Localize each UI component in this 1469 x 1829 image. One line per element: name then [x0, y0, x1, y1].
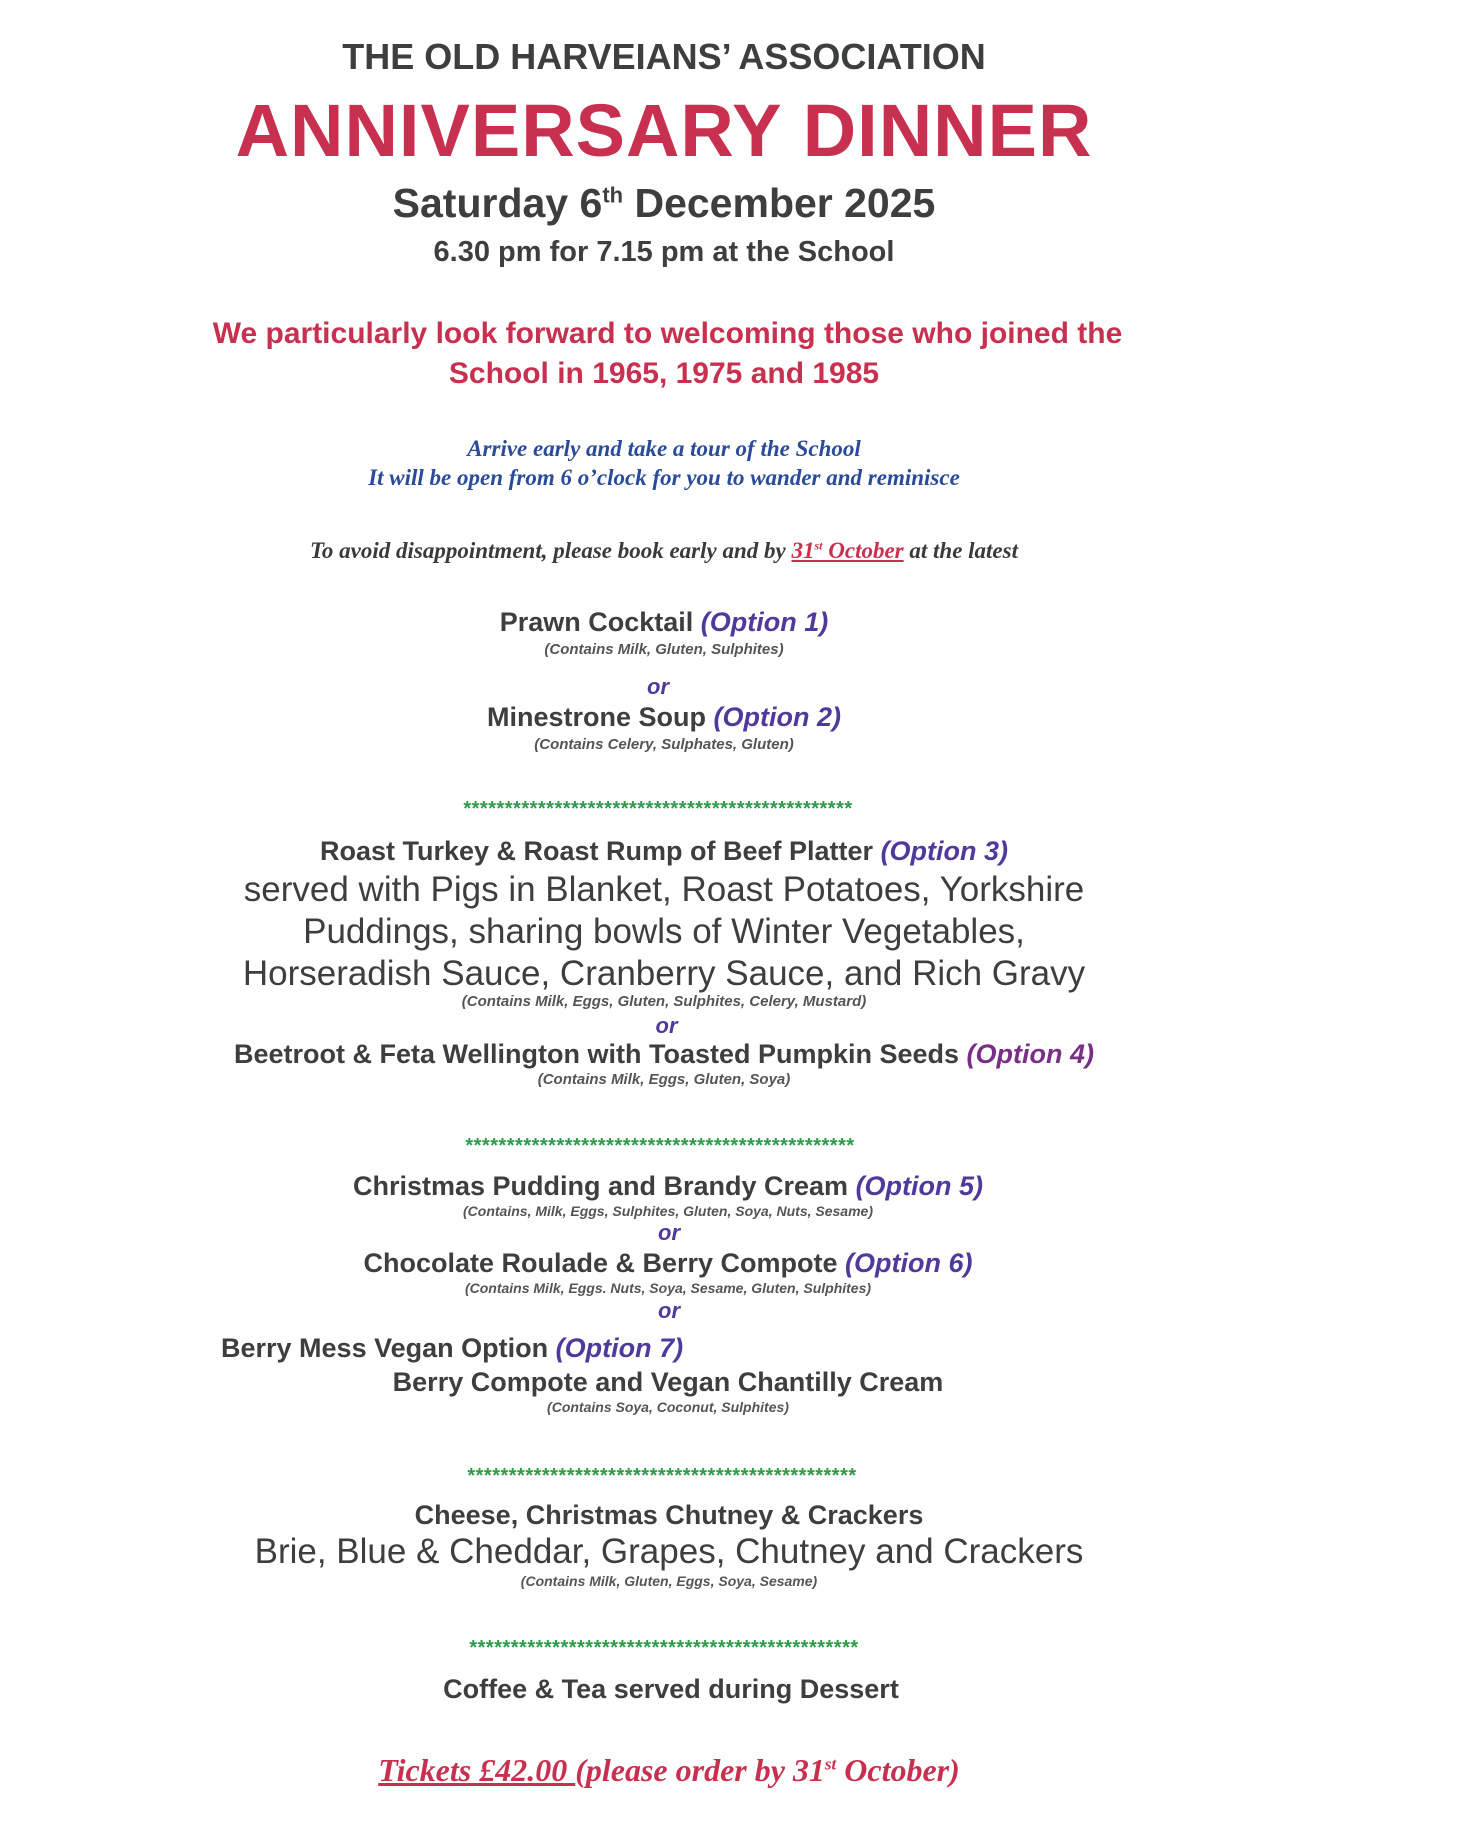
- event-date: Saturday 6th December 2025: [392, 180, 936, 226]
- main-2-allergens: (Contains Milk, Eggs, Gluten, Soya): [537, 1071, 791, 1088]
- main-1: Roast Turkey & Roast Rump of Beef Platter (Option 3): [319, 836, 1009, 866]
- main-1-desc-2: Puddings, sharing bowls of Winter Vegetables,: [303, 912, 1025, 951]
- dessert-2: Chocolate Roulade & Berry Compote (Option 6): [363, 1248, 973, 1278]
- coffee-note: Coffee & Tea served during Dessert: [443, 1674, 899, 1704]
- welcome-line-1: We particularly look forward to welcoming those who joined the: [212, 317, 1123, 350]
- cheese-title: Cheese, Christmas Chutney & Crackers: [414, 1500, 924, 1530]
- main-2: Beetroot & Feta Wellington with Toasted Pumpkin Seeds (Option 4): [233, 1039, 1095, 1069]
- or-divider-4: or: [658, 1298, 680, 1323]
- starter-2-allergens: (Contains Celery, Sulphates, Gluten): [534, 736, 794, 753]
- dessert-2-allergens: (Contains Milk, Eggs. Nuts, Soya, Sesame, Gluten, Sulphites): [464, 1280, 872, 1296]
- main-1-desc-3: Horseradish Sauce, Cranberry Sauce, and Rich Gravy: [242, 954, 1086, 993]
- event-title: ANNIVERSARY DINNER: [235, 89, 1093, 172]
- starter-1-allergens: (Contains Milk, Gluten, Sulphites): [544, 641, 784, 658]
- tour-line-2: It will be open from 6 o’clock for you to wander and reminisce: [368, 465, 960, 490]
- dessert-1: Christmas Pudding and Brandy Cream (Option 5): [352, 1171, 984, 1201]
- starter-2: Minestrone Soup (Option 2): [487, 702, 841, 732]
- cheese-desc: Brie, Blue & Cheddar, Grapes, Chutney and Crackers: [254, 1532, 1084, 1571]
- main-1-allergens: (Contains Milk, Eggs, Gluten, Sulphites, Celery, Mustard): [461, 993, 867, 1010]
- or-divider-1: or: [647, 674, 669, 699]
- dessert-3-allergens: (Contains Soya, Coconut, Sulphites): [547, 1399, 789, 1415]
- separator-4: ***********************************************: [469, 1637, 859, 1659]
- booking-note: To avoid disappointment, please book early and by 31st October at the latest: [309, 538, 1018, 563]
- association-title: THE OLD HARVEIANS’ ASSOCIATION: [342, 36, 986, 77]
- welcome-line-2: School in 1965, 1975 and 1985: [448, 357, 880, 390]
- main-1-desc-1: served with Pigs in Blanket, Roast Potatoes, Yorkshire: [243, 870, 1085, 909]
- tour-line-1: Arrive early and take a tour of the School: [467, 436, 861, 461]
- dessert-3-desc: Berry Compote and Vegan Chantilly Cream: [392, 1367, 944, 1397]
- dessert-1-allergens: (Contains, Milk, Eggs, Sulphites, Gluten, Soya, Nuts, Sesame): [463, 1203, 873, 1219]
- separator-1: ***********************************************: [463, 798, 853, 820]
- or-divider-3: or: [658, 1220, 680, 1245]
- separator-3: ***********************************************: [467, 1465, 857, 1487]
- event-time: 6.30 pm for 7.15 pm at the School: [433, 236, 895, 268]
- starter-1: Prawn Cocktail (Option 1): [499, 607, 829, 637]
- or-divider-2: or: [655, 1013, 678, 1038]
- dessert-3: Berry Mess Vegan Option (Option 7): [221, 1333, 684, 1363]
- booking-deadline: 31st October: [791, 538, 904, 563]
- ticket-price: Tickets £42.00: [378, 1752, 576, 1788]
- cheese-allergens: (Contains Milk, Gluten, Eggs, Soya, Sesame): [520, 1573, 818, 1589]
- separator-2: ***********************************************: [465, 1135, 855, 1157]
- tickets-line: Tickets £42.00 (please order by 31st October): [378, 1752, 960, 1788]
